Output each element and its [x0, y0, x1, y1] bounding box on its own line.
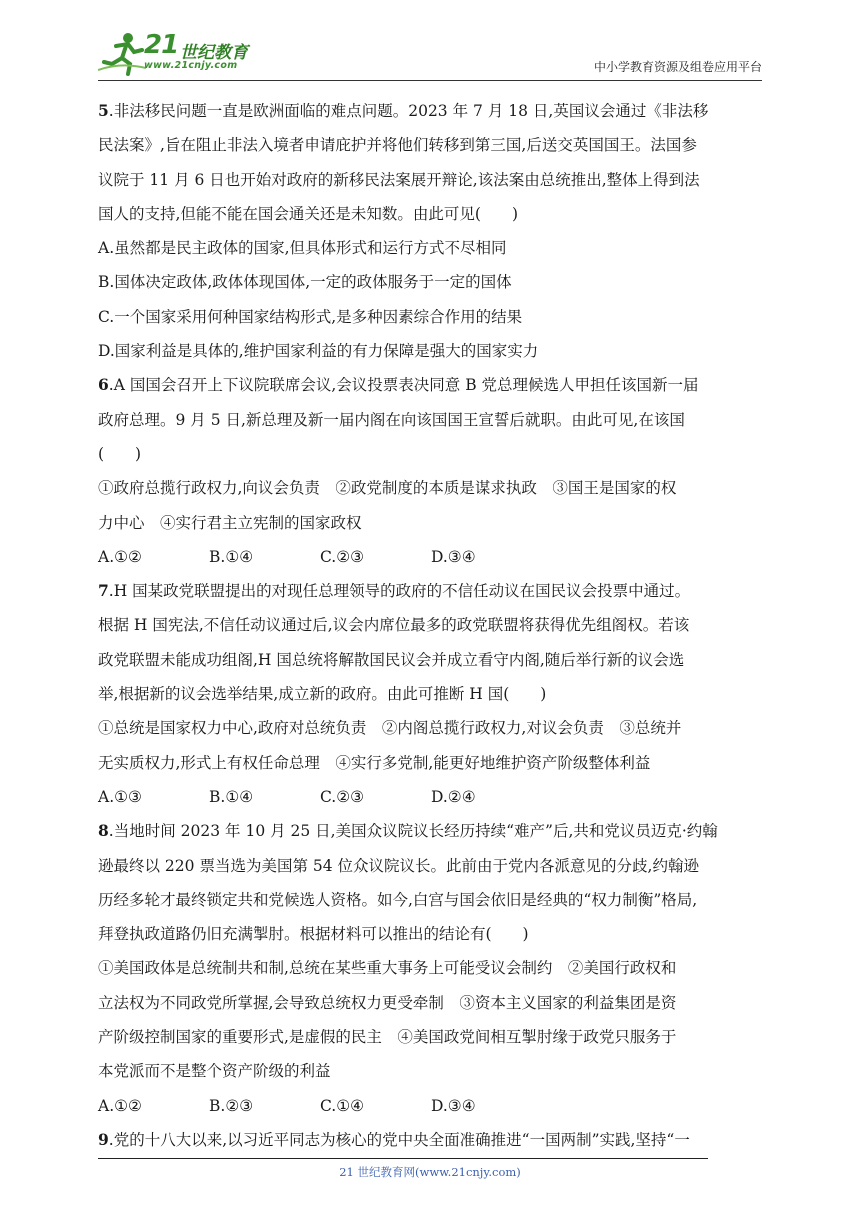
site-logo	[98, 28, 268, 76]
question-line: 无实质权力,形式上有权任命总理 ④实行多党制,能更好地维护资产阶级整体利益	[98, 753, 651, 772]
question-line: 8.当地时间 2023 年 10 月 25 日,美国众议院议长经历持续“难产”后,共和党议员迈克·约翰	[98, 821, 718, 841]
question-number: 9	[98, 1129, 109, 1149]
option-row	[98, 780, 762, 814]
platform-tagline: 中小学教育资源及组卷应用平台	[593, 60, 762, 74]
page-header	[98, 28, 762, 80]
question-line: 政府总理。9 月 5 日,新总理及新一届内阁在向该国国王宣誓后就职。由此可见,在该国	[98, 410, 685, 429]
option-c: C.②③	[320, 547, 365, 566]
option-d: D.②④	[431, 787, 476, 806]
option-d: D.③④	[431, 1096, 476, 1115]
question-6	[98, 368, 762, 574]
footer-source: 21 世纪教育网(www.21cnjy.com)	[339, 1165, 521, 1179]
question-line: ①总统是国家权力中心,政府对总统负责 ②内阁总揽行政权力,对议会负责 ③总统并	[98, 719, 682, 738]
logo-number: 21	[144, 30, 179, 60]
question-line: ( )	[98, 444, 142, 463]
logo-chinese-name: 世纪教育	[180, 43, 248, 63]
option-c: C.①④	[320, 1096, 365, 1115]
question-8	[98, 814, 762, 1123]
option-c: C.②③	[320, 787, 365, 806]
option-b: B.②③	[209, 1096, 254, 1115]
choice-a: A.虽然都是民主政体的国家,但具体形式和运行方式不尽相同	[98, 239, 507, 258]
logo-url: www.21cnjy.com	[144, 60, 238, 71]
question-line: ①美国政体是总统制共和制,总统在某些重大事务上可能受议会制约 ②美国行政权和	[98, 959, 677, 978]
choice-c: C.一个国家采用何种国家结构形式,是多种因素综合作用的结果	[98, 307, 523, 326]
option-a: A.①③	[98, 787, 142, 806]
footer-divider	[98, 1158, 708, 1159]
question-5	[98, 94, 762, 368]
question-number: 7	[98, 581, 109, 601]
option-a: A.①②	[98, 547, 142, 566]
option-b: B.①④	[209, 547, 254, 566]
question-line: 力中心 ④实行君主立宪制的国家政权	[98, 513, 362, 532]
question-7	[98, 574, 762, 814]
question-number: 5	[98, 101, 109, 120]
question-number: 6	[98, 375, 109, 395]
option-a: A.①②	[98, 1096, 142, 1115]
question-line: 议院于 11 月 6 日也开始对政府的新移民法案展开辩论,该法案由总统推出,整体上得到法	[98, 170, 700, 189]
option-d: D.③④	[431, 547, 476, 566]
question-list	[98, 94, 762, 1157]
question-line: 立法权为不同政党所掌握,会导致总统权力更受牵制 ③资本主义国家的利益集团是资	[98, 993, 677, 1012]
header-divider	[98, 80, 762, 81]
question-line: 本党派而不是整个资产阶级的利益	[98, 1062, 331, 1081]
question-line: 根据 H 国宪法,不信任动议通过后,议会内席位最多的政党联盟将获得优先组阁权。若该	[98, 616, 690, 635]
question-line: 拜登执政道路仍旧充满掣肘。根据材料可以推出的结论有( )	[98, 925, 529, 944]
question-9	[98, 1123, 762, 1157]
question-line: ①政府总揽行政权力,向议会负责 ②政党制度的本质是谋求执政 ③国王是国家的权	[98, 479, 677, 498]
question-line: 逊最终以 220 票当选为美国第 54 位众议院议长。此前由于党内各派意见的分歧,约翰逊	[98, 856, 699, 875]
question-line: 9.党的十八大以来,以习近平同志为核心的党中央全面准确推进“一国两制”实践,坚持“一	[98, 1129, 690, 1149]
option-b: B.①④	[209, 787, 254, 806]
choice-d: D.国家利益是具体的,维护国家利益的有力保障是强大的国家实力	[98, 342, 539, 361]
question-line: 政党联盟未能成功组阁,H 国总统将解散国民议会并成立看守内阁,随后举行新的议会选	[98, 650, 685, 669]
option-row	[98, 540, 762, 574]
question-line: 国人的支持,但能不能在国会通关还是未知数。由此可见( )	[98, 204, 519, 223]
choice-b: B.国体决定政体,政体体现国体,一定的政体服务于一定的国体	[98, 273, 512, 292]
question-line: 5.非法移民问题一直是欧洲面临的难点问题。2023 年 7 月 18 日,英国议会通过《非法移	[98, 101, 709, 120]
runner-logo-icon	[98, 28, 146, 76]
question-line: 历经多轮才最终锁定共和党候选人资格。如今,白宫与国会依旧是经典的“权力制衡”格局,	[98, 890, 698, 909]
question-line: 民法案》,旨在阻止非法入境者申请庇护并将他们转移到第三国,后送交英国国王。法国参	[98, 136, 697, 155]
question-line: 产阶级控制国家的重要形式,是虚假的民主 ④美国政党间相互掣肘缘于政党只服务于	[98, 1028, 677, 1047]
option-row	[98, 1089, 762, 1123]
question-line: 6.A 国国会召开上下议院联席会议,会议投票表决同意 B 党总理候选人甲担任该国新一届	[98, 375, 699, 395]
question-line: 举,根据新的议会选举结果,成立新的政府。由此可推断 H 国( )	[98, 685, 547, 704]
question-number: 8	[98, 821, 109, 841]
question-line: 7.H 国某政党联盟提出的对现任总理领导的政府的不信任动议在国民议会投票中通过。	[98, 581, 691, 601]
